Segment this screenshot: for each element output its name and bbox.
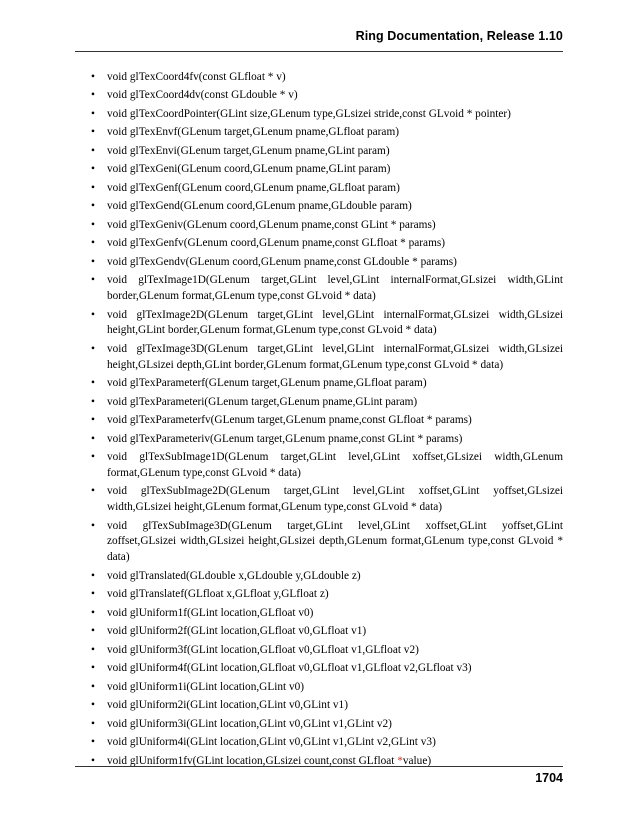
bullet-icon: • (91, 255, 95, 268)
list-item (75, 236, 563, 252)
function-signature: void glTexCoord4fv(const GLfloat * v) (107, 71, 286, 83)
function-signature: void glTexImage3D(GLenum target,GLint level,GLint internalFormat,GLsizei width,GLsizei height,GLsizei depth,GLint border,GLenum format,GLenum type,const GLvoid * data) (107, 342, 563, 371)
bullet-icon: • (91, 144, 95, 157)
list-item (75, 218, 563, 234)
list-item (75, 413, 563, 429)
function-signature: void glUniform3f(GLint location,GLfloat v0,GLfloat v1,GLfloat v2) (107, 643, 419, 656)
function-signature: void glTexImage2D(GLenum target,GLint level,GLint internalFormat,GLsizei width,GLsizei height,GLint border,GLenum format,GLenum type,const GLvoid * data) (107, 308, 563, 337)
bullet-icon: • (91, 181, 95, 194)
function-signature: void glTexGend(GLenum coord,GLenum pname,GLdouble param) (107, 200, 412, 213)
list-item (75, 735, 563, 751)
list-item (75, 606, 563, 622)
list-item (75, 587, 563, 603)
bullet-icon: • (91, 89, 95, 102)
bullet-icon: • (91, 569, 95, 582)
bullet-icon: • (91, 377, 95, 390)
bullet-icon: • (91, 699, 95, 712)
list-item (75, 162, 563, 178)
list-item (75, 181, 563, 197)
bullet-icon: • (91, 163, 95, 176)
function-signature: void glTexGeniv(GLenum coord,GLenum pname,const GLint * params) (107, 218, 436, 231)
bullet-icon: • (91, 200, 95, 213)
function-signature: void glTexGenf(GLenum coord,GLenum pname,GLfloat param) (107, 181, 400, 194)
list-item (75, 484, 563, 516)
function-signature: void glTexGeni(GLenum coord,GLenum pname,GLint param) (107, 163, 391, 176)
bullet-icon: • (91, 717, 95, 730)
function-signature: void glUniform4i(GLint location,GLint v0,GLint v1,GLint v2,GLint v3) (107, 736, 436, 749)
list-item (75, 107, 563, 123)
function-signature: void glTexParameterf(GLenum target,GLenum pname,GLfloat param) (107, 377, 427, 390)
list-item (75, 680, 563, 696)
function-signature: void glUniform3i(GLint location,GLint v0,GLint v1,GLint v2) (107, 717, 392, 730)
bullet-icon: • (91, 588, 95, 601)
function-signature: void glTexImage1D(GLenum target,GLint level,GLint internalFormat,GLsizei width,GLint border,GLenum format,GLenum type,const GLvoid * data) (107, 274, 563, 303)
function-signature: void glTexEnvi(GLenum target,GLenum pname,GLint param) (107, 144, 390, 157)
list-item (75, 624, 563, 640)
list-item (75, 88, 563, 104)
list-item (75, 569, 563, 585)
function-signature: void glTexSubImage2D(GLenum target,GLint level,GLint xoffset,GLint yoffset,GLsizei width,GLsizei height,GLenum format,GLenum type,const GLvoid * data) (107, 485, 563, 514)
list-item (75, 273, 563, 305)
list-item (75, 255, 563, 271)
bullet-icon: • (91, 414, 95, 427)
list-item (75, 450, 563, 482)
bullet-icon: • (91, 606, 95, 619)
list-item (75, 144, 563, 160)
function-signature: void glTexParameteriv(GLenum target,GLenum pname,const GLint * params) (107, 432, 463, 445)
page-number: 1704 (535, 771, 563, 785)
list-item (75, 342, 563, 374)
bullet-icon: • (91, 519, 95, 532)
bullet-icon: • (91, 107, 95, 120)
list-item (75, 70, 563, 86)
highlighted-asterisk: * (397, 754, 403, 767)
list-item (75, 754, 563, 770)
bullet-icon: • (91, 662, 95, 675)
bullet-icon: • (91, 218, 95, 231)
function-signature: void glTranslated(GLdouble x,GLdouble y,GLdouble z) (107, 569, 361, 582)
bullet-icon: • (91, 485, 95, 498)
list-item (75, 432, 563, 448)
list-item (75, 125, 563, 141)
list-item (75, 395, 563, 411)
function-signature: void glUniform2f(GLint location,GLfloat v0,GLfloat v1) (107, 625, 367, 638)
function-signature: void glTexParameterfv(GLenum target,GLenum pname,const GLfloat * params) (107, 414, 472, 427)
bullet-icon: • (91, 451, 95, 464)
list-item (75, 643, 563, 659)
bullet-icon: • (91, 126, 95, 139)
function-signature: void glUniform4f(GLint location,GLfloat v0,GLfloat v1,GLfloat v2,GLfloat v3) (107, 662, 472, 675)
bullet-icon: • (91, 625, 95, 638)
bullet-icon: • (91, 680, 95, 693)
header-divider (75, 51, 563, 52)
function-signature: void glTexSubImage1D(GLenum target,GLint level,GLint xoffset,GLsizei width,GLenum format,GLenum type,const GLvoid * data) (107, 451, 563, 479)
bullet-icon: • (91, 395, 95, 408)
bullet-icon: • (91, 754, 95, 767)
list-item (75, 519, 563, 566)
list-item (75, 308, 563, 340)
bullet-icon: • (91, 274, 95, 287)
function-signature: void glUniform1fv(GLint location,GLsizei count,const GLfloat *value) (107, 754, 432, 767)
bullet-icon: • (91, 308, 95, 321)
bullet-icon: • (91, 432, 95, 445)
function-signature: void glTexEnvf(GLenum target,GLenum pname,GLfloat param) (107, 126, 399, 139)
function-signature: void glTexParameteri(GLenum target,GLenum pname,GLint param) (107, 395, 418, 408)
bullet-icon: • (91, 237, 95, 250)
list-item (75, 376, 563, 392)
function-list (75, 70, 563, 772)
footer-divider (75, 766, 563, 767)
function-signature: void glUniform1f(GLint location,GLfloat v0) (107, 606, 314, 619)
function-signature: void glTexCoordPointer(GLint size,GLenum type,GLsizei stride,const GLvoid * pointer) (107, 107, 511, 120)
list-item (75, 199, 563, 215)
function-signature: void glUniform1i(GLint location,GLint v0) (107, 680, 305, 693)
bullet-icon: • (91, 342, 95, 355)
bullet-icon: • (91, 71, 95, 83)
function-signature: void glTexSubImage3D(GLenum target,GLint level,GLint xoffset,GLint yoffset,GLint zoffset,GLsizei width,GLsizei height,GLsizei depth,GLenum format,GLenum type,const GLvoid * data) (107, 519, 563, 564)
page-header-title: Ring Documentation, Release 1.10 (355, 29, 563, 43)
list-item (75, 661, 563, 677)
list-item (75, 698, 563, 714)
bullet-icon: • (91, 643, 95, 656)
bullet-icon: • (91, 736, 95, 749)
function-signature: void glTexGendv(GLenum coord,GLenum pname,const GLdouble * params) (107, 255, 457, 268)
function-signature: void glTranslatef(GLfloat x,GLfloat y,GLfloat z) (107, 588, 329, 601)
list-item (75, 717, 563, 733)
function-signature: void glTexGenfv(GLenum coord,GLenum pname,const GLfloat * params) (107, 237, 446, 250)
function-signature: void glUniform2i(GLint location,GLint v0,GLint v1) (107, 699, 348, 712)
function-signature: void glTexCoord4dv(const GLdouble * v) (107, 89, 298, 102)
